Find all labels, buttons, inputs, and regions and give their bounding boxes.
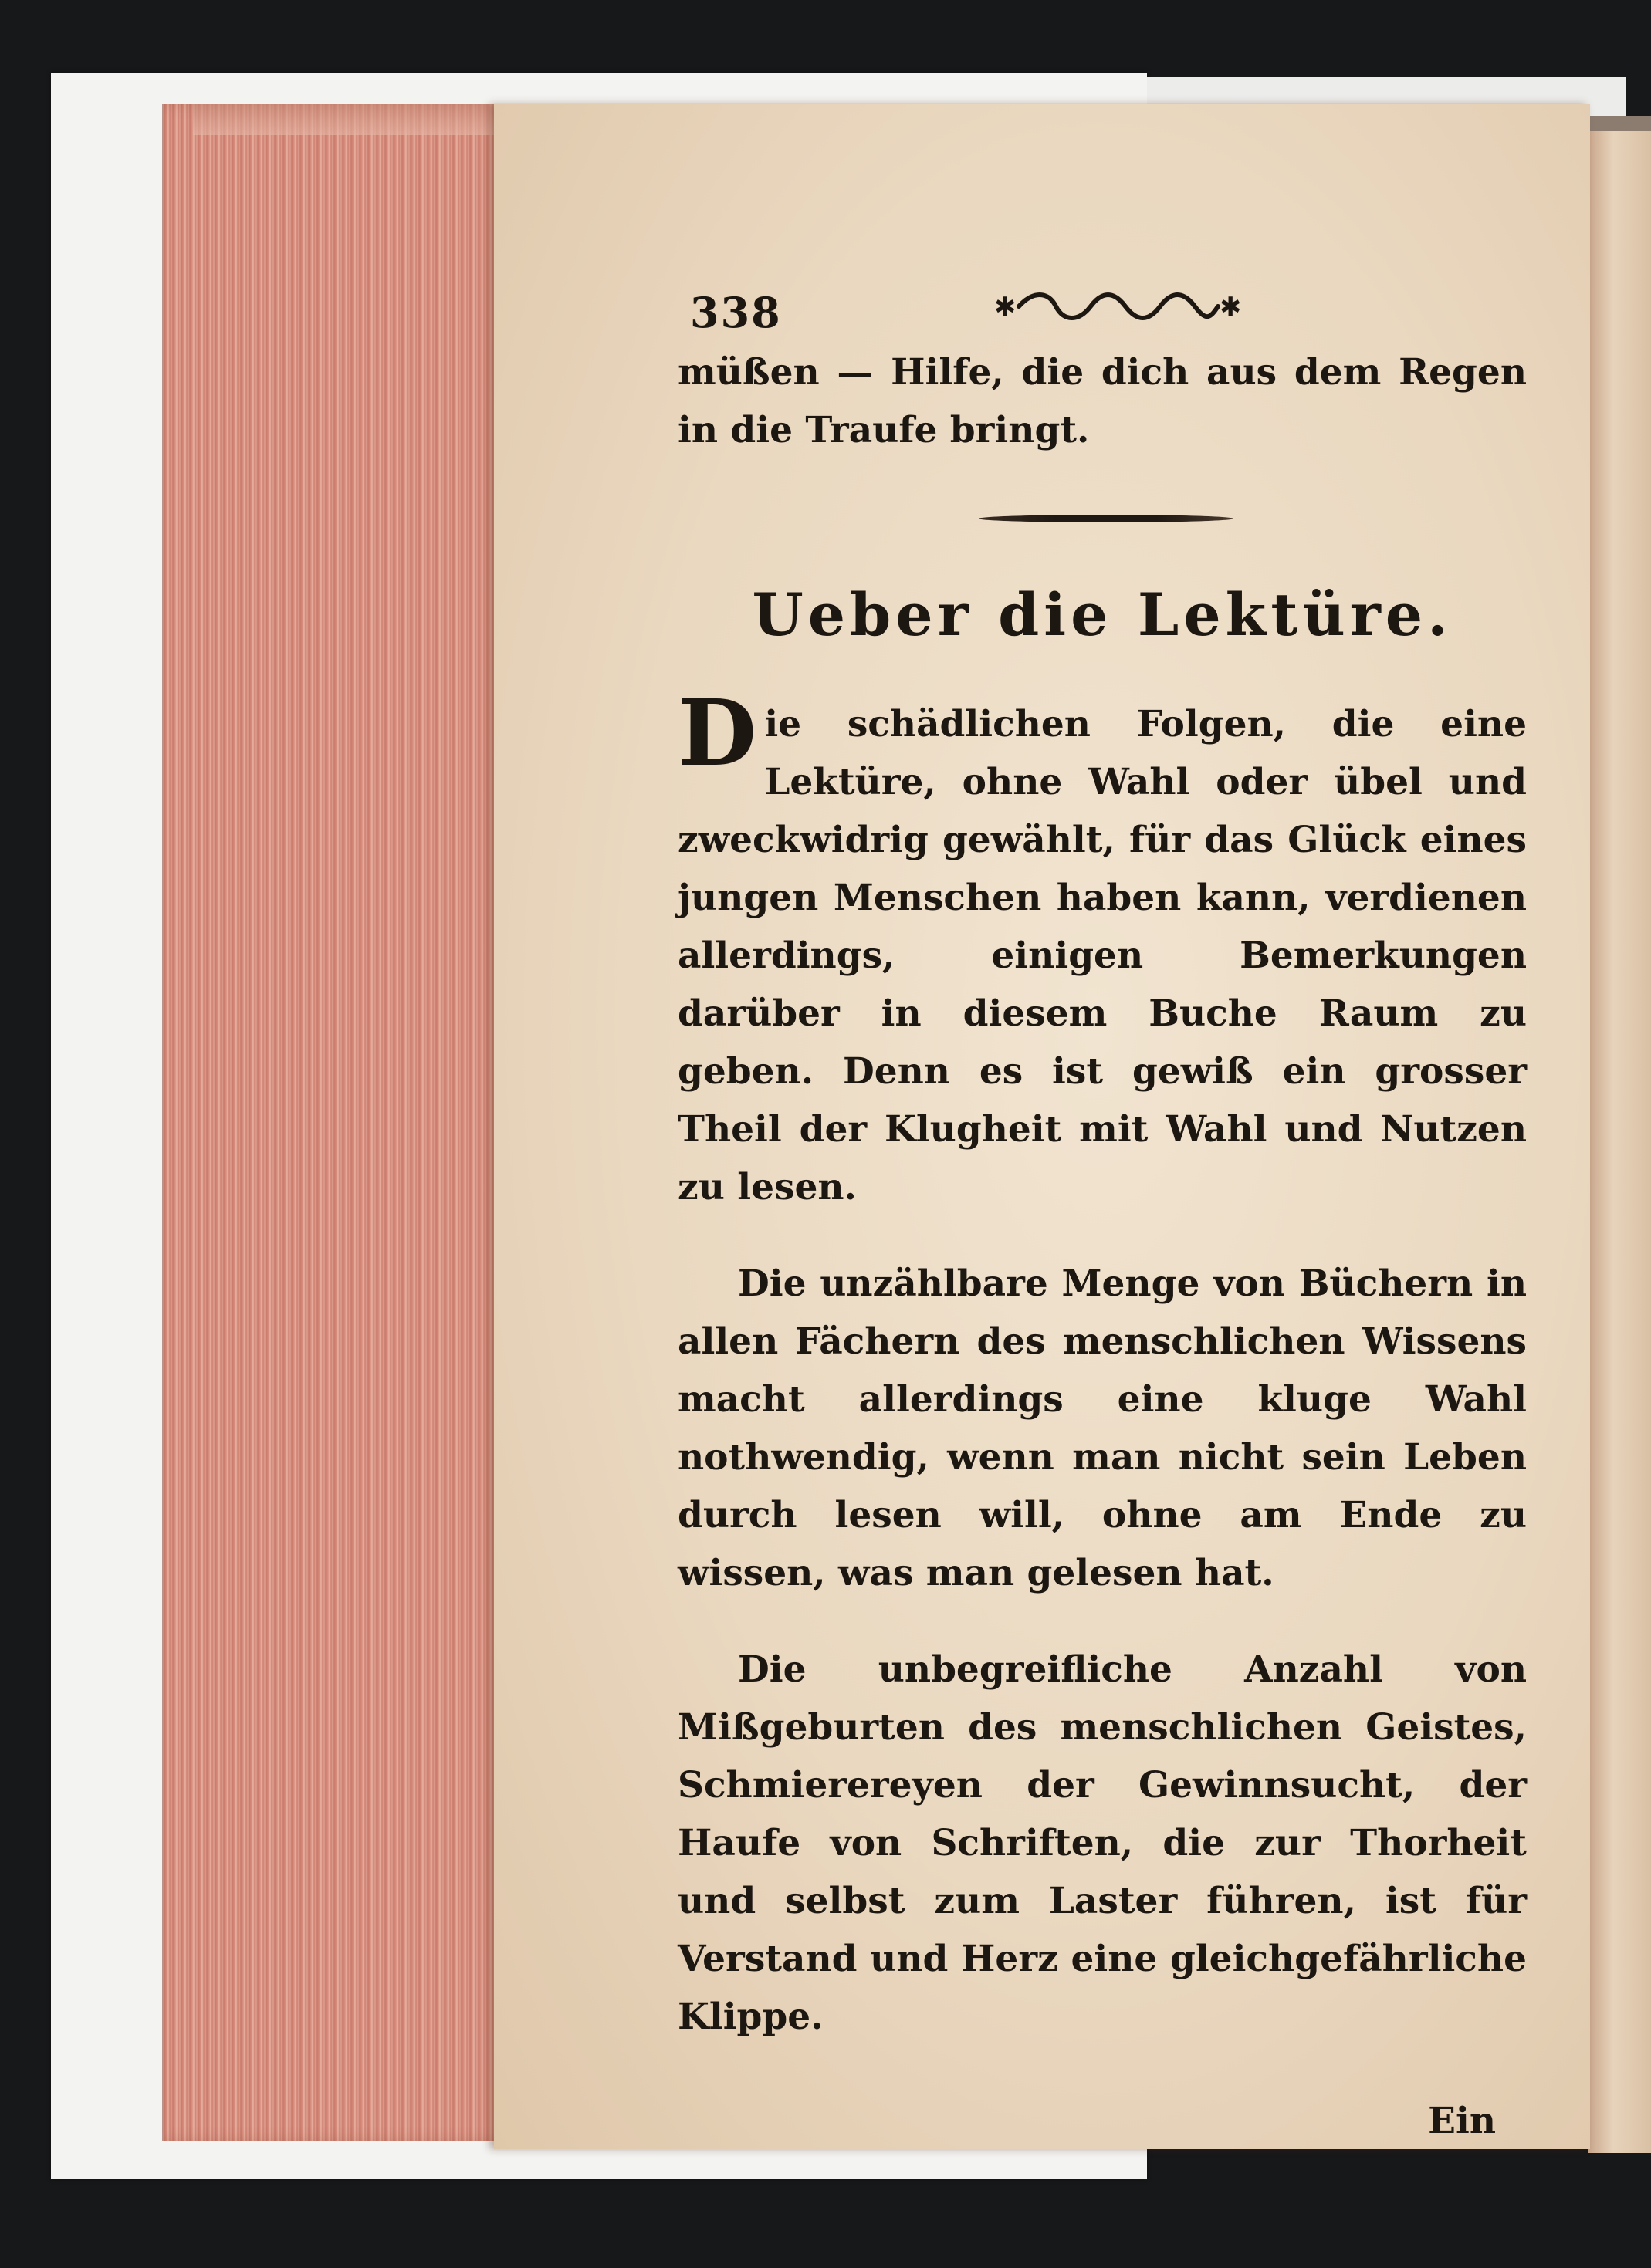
- paragraph-2: Die unzählbare Menge von Büchern in allen Fächern des menschlichen Wissens macht allerdings eine kluge Wahl nothwendig, wenn man nicht sein Leben durch lesen will, ohne am Ende zu wissen, was man gelesen hat.: [678, 1262, 1527, 1594]
- svg-text:✱: ✱: [994, 292, 1017, 323]
- paragraph-3: Die unbegreifliche Anzahl von Mißgeburten des menschlichen Geistes, Schmierereyen der Gewinnsucht, der Haufe von Schriften, die zur Thorheit und selbst zum Laster führen, ist für Verstand und Herz eine gleichgefährliche Klippe.: [678, 1648, 1527, 2038]
- page-content: [678, 274, 1527, 2142]
- book-fore-edge: [162, 104, 527, 2141]
- catchword: Ein: [1428, 2100, 1496, 2142]
- page-header: [678, 274, 1527, 343]
- facing-page-edge: [1588, 131, 1651, 2153]
- continuation-paragraph: müßen — Hilfe, die dich aus dem Regen in die Traufe bringt.: [678, 351, 1527, 451]
- page-number: 338: [690, 288, 782, 337]
- drop-cap: D: [678, 679, 757, 786]
- paragraph-1: [678, 679, 1527, 1216]
- ornament-icon: [994, 283, 1241, 330]
- paragraph-1-text: ie schädlichen Folgen, die eine Lektüre, ohne Wahl oder übel und zweckwidrig gewählt, für das Glück eines jungen Menschen haben kann, verdienen allerdings, einigen Bemerkungen darüber in diesem Buche Raum zu geben. Denn es ist gewiß ein grosser Theil der Klugheit mit Wahl und Nutzen zu lesen.: [678, 703, 1527, 1208]
- svg-text:✱: ✱: [1220, 292, 1241, 323]
- section-heading: Ueber die Lektüre.: [752, 580, 1453, 649]
- section-rule: [979, 515, 1233, 522]
- book-fore-edge-top: [193, 104, 525, 135]
